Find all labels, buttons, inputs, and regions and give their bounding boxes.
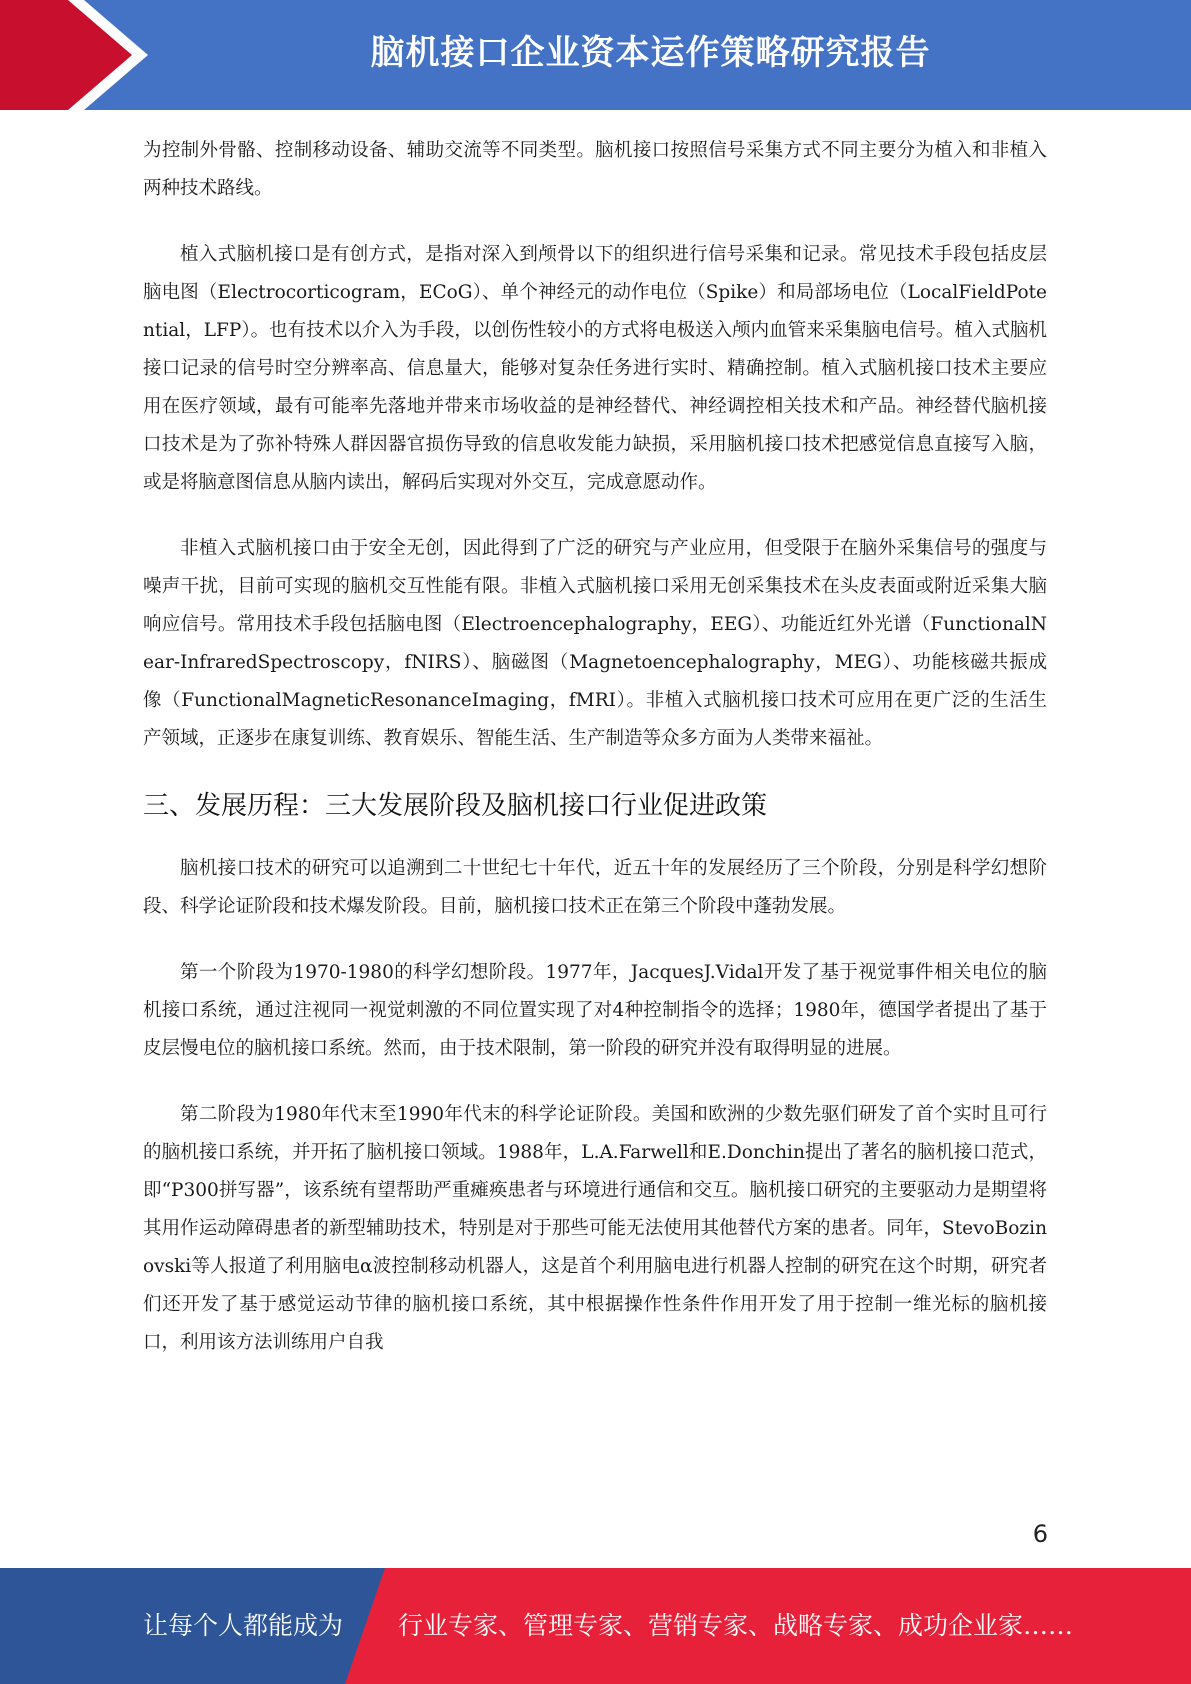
page-body bbox=[143, 132, 1047, 1362]
footer-slogan-left: 让每个人都能成为 bbox=[143, 1611, 344, 1640]
footer-slogan-right: 行业专家、管理专家、营销专家、战略专家、成功企业家…… bbox=[398, 1611, 1074, 1640]
paragraph-stage-one: 第一个阶段为1970-1980的科学幻想阶段。1977年，JacquesJ.Vidal开发了基于视觉事件相关电位的脑机接口系统，通过注视同一视觉刺激的不同位置实现了对4种控制指令的选择；1980年，德国学者提出了基于皮层慢电位的脑机接口系统。然而，由于技术限制，第一阶段的研究并没有取得明显的进展。 bbox=[143, 962, 1047, 1059]
paragraph-invasive-bci: 植入式脑机接口是有创方式，是指对深入到颅骨以下的组织进行信号采集和记录。常见技术手段包括皮层脑电图（Electrocorticogram，ECoG）、单个神经元的动作电位（Spike）和局部场电位（LocalFieldPotential，LFP）。也有技术以介入为手段，以创伤性较小的方式将电极送入颅内血管来采集脑电信号。植入式脑机接口记录的信号时空分辨率高、信息量大，能够对复杂任务进行实时、精确控制。植入式脑机接口技术主要应用在医疗领域，最有可能率先落地并带来市场收益的是神经替代、神经调控相关技术和产品。神经替代脑机接口技术是为了弥补特殊人群因器官损伤导致的信息收发能力缺损，采用脑机接口技术把感觉信息直接写入脑，或是将脑意图信息从脑内读出，解码后实现对外交互，完成意愿动作。 bbox=[143, 244, 1047, 493]
paragraph-history-overview: 脑机接口技术的研究可以追溯到二十世纪七十年代，近五十年的发展经历了三个阶段，分别是科学幻想阶段、科学论证阶段和技术爆发阶段。目前，脑机接口技术正在第三个阶段中蓬勃发展。 bbox=[143, 858, 1047, 917]
paragraph-noninvasive-bci: 非植入式脑机接口由于安全无创，因此得到了广泛的研究与产业应用，但受限于在脑外采集信号的强度与噪声干扰，目前可实现的脑机交互性能有限。非植入式脑机接口采用无创采集技术在头皮表面或附近采集大脑响应信号。常用技术手段包括脑电图（Electroencephalography，EEG）、功能近红外光谱（FunctionalNear-InfraredSpectroscopy，fNIRS）、脑磁图（Magnetoencephalography，MEG）、功能核磁共振成像（FunctionalMagneticResonanceImaging，fMRI）。非植入式脑机接口技术可应用在更广泛的生活生产领域，正逐步在康复训练、教育娱乐、智能生活、生产制造等众多方面为人类带来福祉。 bbox=[143, 538, 1047, 749]
paragraph-intro: 为控制外骨骼、控制移动设备、辅助交流等不同类型。脑机接口按照信号采集方式不同主要分为植入和非植入两种技术路线。 bbox=[143, 140, 1047, 199]
paragraph-stage-two: 第二阶段为1980年代末至1990年代末的科学论证阶段。美国和欧洲的少数先驱们研发了首个实时且可行的脑机接口系统，并开拓了脑机接口领域。1988年，L.A.Farwell和E.Donchin提出了著名的脑机接口范式，即“P300拼写器”，该系统有望帮助严重瘫痪患者与环境进行通信和交互。脑机接口研究的主要驱动力是期望将其用作运动障碍患者的新型辅助技术，特别是对于那些可能无法使用其他替代方案的患者。同年，StevoBozinovski等人报道了利用脑电α波控制移动机器人，这是首个利用脑电进行机器人控制的研究在这个时期，研究者们还开发了基于感觉运动节律的脑机接口系统，其中根据操作性条件作用开发了用于控制一维光标的脑机接口，利用该方法训练用户自我 bbox=[143, 1104, 1047, 1353]
page-header bbox=[0, 0, 1191, 110]
header-arrow-decoration bbox=[0, 0, 160, 110]
page-footer bbox=[0, 1568, 1191, 1684]
report-title: 脑机接口企业资本运作策略研究报告 bbox=[370, 33, 931, 73]
page-number: 6 bbox=[1032, 1520, 1048, 1548]
section-heading: 三、发展历程：三大发展阶段及脑机接口行业促进政策 bbox=[143, 791, 768, 821]
